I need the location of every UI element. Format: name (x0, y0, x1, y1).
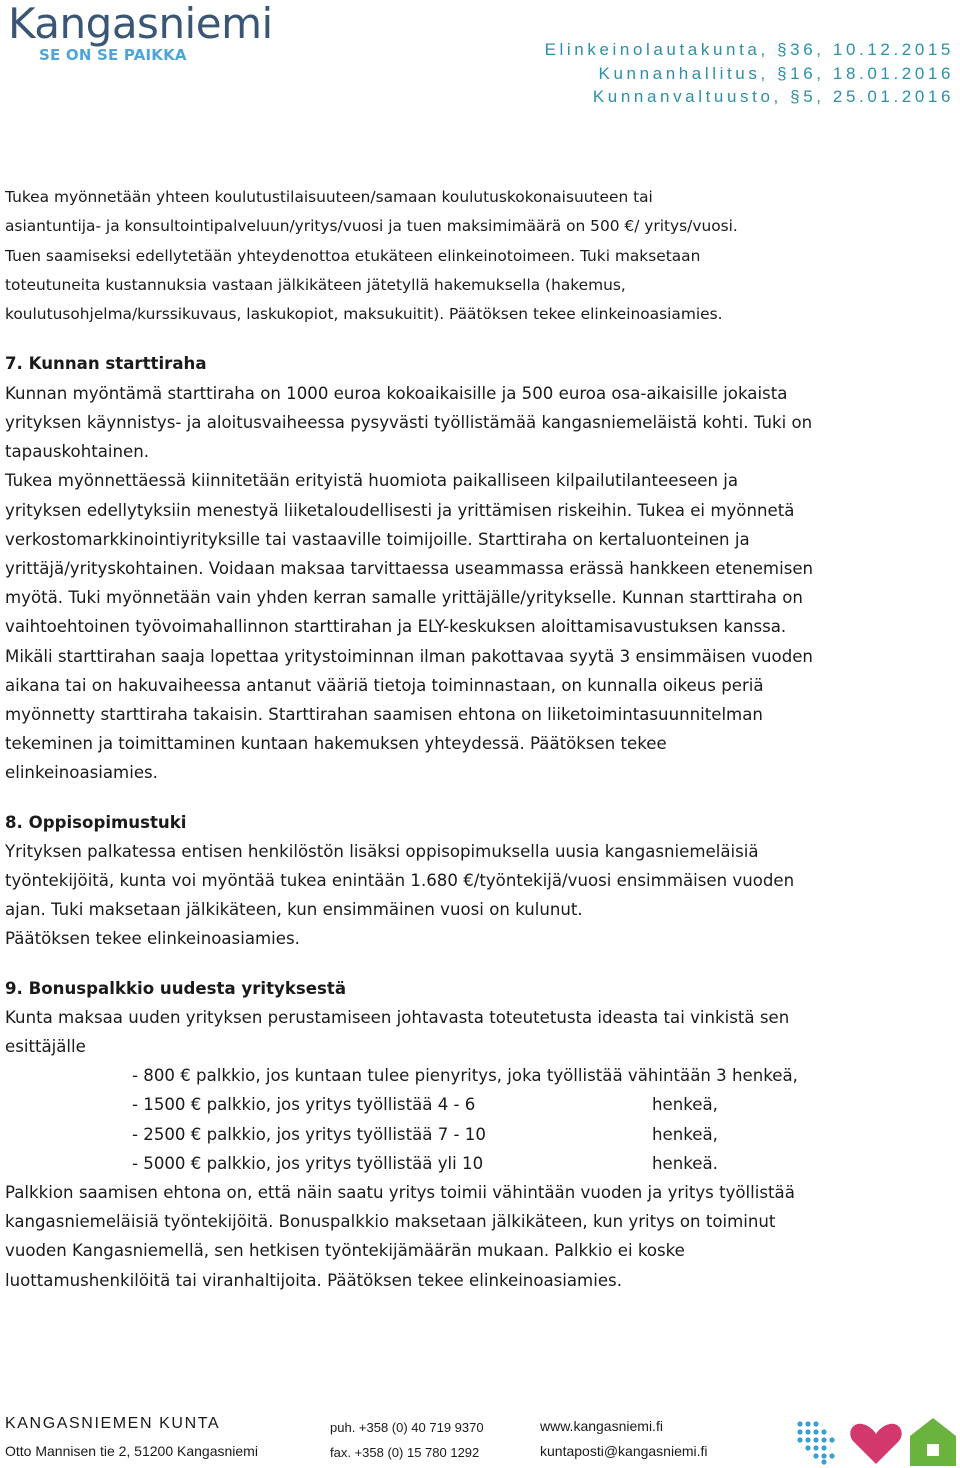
text-line: Yrityksen palkatessa entisen henkilöstön lisäksi oppisopimuksella uusia kangasniemeläisiä (5, 841, 759, 861)
footer-website-link[interactable]: www.kangasniemi.fi (540, 1418, 663, 1434)
text-line: elinkeinoasiamies. (5, 763, 158, 783)
text-line: työntekijöitä, kunta voi myöntää tukea enintään 1.680 €/työntekijä/vuosi ensimmäisen vuoden (5, 870, 795, 890)
reference-line: Kunnanhallitus, §16, 18.01.2016 (598, 63, 954, 83)
bonus-item-suffix: henkeä, (652, 1095, 718, 1115)
section-bonuspalkkio (5, 974, 957, 1295)
text-line: Palkkion saamisen ehtona on, että näin saatu yritys toimii vähintään vuoden ja yritys työllistää (5, 1182, 795, 1202)
text-line: verkostomarkkinointiyrityksille tai vastaaville toimijoille. Starttiraha on kertaluonteinen ja (5, 529, 750, 549)
text-line: myötä. Tuki myönnetään vain yhden kerran samalle yrittäjälle/yritykselle. Kunnan starttiraha on (5, 588, 803, 608)
section-heading: 8. Oppisopimustuki (5, 812, 187, 832)
text-line: kangasniemeläisiä työntekijöitä. Bonuspalkkio maksetaan jälkikäteen, kun yritys on toiminut (5, 1212, 776, 1232)
footer-phone: puh. +358 (0) 40 719 9370 (330, 1420, 484, 1435)
intro-paragraph (5, 183, 957, 329)
list-item (132, 1149, 957, 1178)
text-line: aikana tai on hakuvaiheessa antanut vääriä tietoja toiminnastaan, on kunnalla oikeus periä (5, 675, 764, 695)
text-line: vuoden Kangasniemellä, sen hetkisen työntekijämäärän mukaan. Palkkio ei koske (5, 1241, 685, 1261)
text-line: ajan. Tuki maksetaan jälkikäteen, kun ensimmäinen vuosi on kulunut. (5, 900, 583, 920)
section-oppisopimustuki (5, 808, 957, 954)
bonus-list (5, 1061, 957, 1178)
text-line: Mikäli starttirahan saaja lopettaa yritystoiminnan ilman pakottavaa syytä 3 ensimmäisen vuoden (5, 646, 813, 666)
bonus-item-suffix: henkeä. (652, 1153, 718, 1173)
reference-line: Elinkeinolautakunta, §36, 10.12.2015 (544, 40, 954, 59)
text-line: yrityksen käynnistys- ja aloitusvaiheessa pysyvästi työllistämää kangasniemeläistä kohti. Tuki on (5, 412, 813, 432)
text-line: luottamushenkilöitä tai viranhaltijoita. Päätöksen tekee elinkeinoasiamies. (5, 1270, 622, 1290)
bonus-item-suffix: henkeä, (652, 1124, 718, 1144)
footer-org-name: KANGASNIEMEN KUNTA (5, 1415, 221, 1432)
text-line: Kunnan myöntämä starttiraha on 1000 euroa kokoaikaisille ja 500 euroa osa-aikaisille jokaista (5, 383, 788, 403)
logo-title: Kangasniemi (8, 0, 273, 48)
section-heading: 7. Kunnan starttiraha (5, 354, 207, 374)
text-line: Tukea myönnettäessä kiinnitetään erityistä huomiota paikalliseen kilpailutilanteeseen ja (5, 471, 739, 491)
bonus-item-text: - 800 € palkkio, jos kuntaan tulee pienyritys, joka työllistää vähintään 3 henkeä, (132, 1066, 798, 1086)
kangasniemi-logo (8, 2, 273, 64)
document-body (5, 183, 957, 1295)
text-line: vaihtoehtoinen työvoimahallinnon starttirahan ja ELY-keskuksen aloittamisavustuksen kanssa. (5, 617, 787, 637)
list-item (132, 1120, 957, 1149)
footer-fax: fax. +358 (0) 15 780 1292 (330, 1445, 480, 1460)
house-symbol-icon (910, 1418, 956, 1466)
text-line: Päätöksen tekee elinkeinoasiamies. (5, 929, 300, 949)
logo-slogan: SE ON SE PAIKKA (39, 46, 187, 64)
text-line: yrittäjä/yrityskohtainen. Voidaan maksaa tarvittaessa useammassa erässä hankkeen etenemisen (5, 558, 814, 578)
page-footer (0, 1412, 960, 1468)
text-line: yrityksen edellytyksiin menestyä liiketaloudellisesti ja yrittämisen riskeihin. Tukea ei myönnetä (5, 500, 795, 520)
text-line: myönnetty starttiraha takaisin. Starttirahan saamisen ehtona on liiketoimintasuunnitelman (5, 704, 763, 724)
section-starttiraha (5, 349, 957, 787)
dots-symbol-icon (797, 1421, 834, 1464)
list-item (132, 1090, 957, 1119)
footer-symbols (788, 1412, 958, 1468)
text-line: Tuen saamiseksi edellytetään yhteydenottoa etukäteen elinkeinotoimeen. Tuki maksetaan (5, 246, 701, 265)
bonus-item-text: - 1500 € palkkio, jos yritys työllistää 4 - 6 (132, 1095, 476, 1115)
text-line: Tukea myönnetään yhteen koulutustilaisuuteen/samaan koulutuskokonaisuuteen tai (5, 188, 653, 206)
list-item (132, 1061, 957, 1090)
text-line: Kunta maksaa uuden yrityksen perustamiseen johtavasta toteutetusta ideasta tai vinkistä sen (5, 1007, 790, 1027)
footer-address: Otto Mannisen tie 2, 51200 Kangasniemi (5, 1443, 258, 1459)
section-heading: 9. Bonuspalkkio uudesta yrityksestä (5, 978, 347, 998)
footer-email-link[interactable]: kuntaposti@kangasniemi.fi (540, 1443, 708, 1459)
text-line: tekeminen ja toimittaminen kuntaan hakemuksen yhteydessä. Päätöksen tekee (5, 734, 667, 754)
reference-line: Kunnanvaltuusto, §5, 25.01.2016 (592, 87, 954, 106)
text-line: koulutusohjelma/kurssikuvaus, laskukopiot, maksukuitit). Päätöksen tekee elinkeinoasiamies. (5, 305, 723, 324)
text-line: toteutuneita kustannuksia vastaan jälkikäteen jätetyllä hakemuksella (hakemus, (5, 275, 626, 294)
text-line: esittäjälle (5, 1036, 86, 1056)
decision-references (545, 38, 954, 109)
text-line: tapauskohtainen. (5, 442, 150, 462)
bonus-item-text: - 5000 € palkkio, jos yritys työllistää yli 10 (132, 1153, 484, 1173)
bonus-item-text: - 2500 € palkkio, jos yritys työllistää 7 - 10 (132, 1124, 486, 1144)
heart-symbol-icon (850, 1424, 901, 1464)
text-line: asiantuntija- ja konsultointipalveluun/yritys/vuosi ja tuen maksimimäärä on 500 €/ yritys/vuosi. (5, 217, 738, 236)
